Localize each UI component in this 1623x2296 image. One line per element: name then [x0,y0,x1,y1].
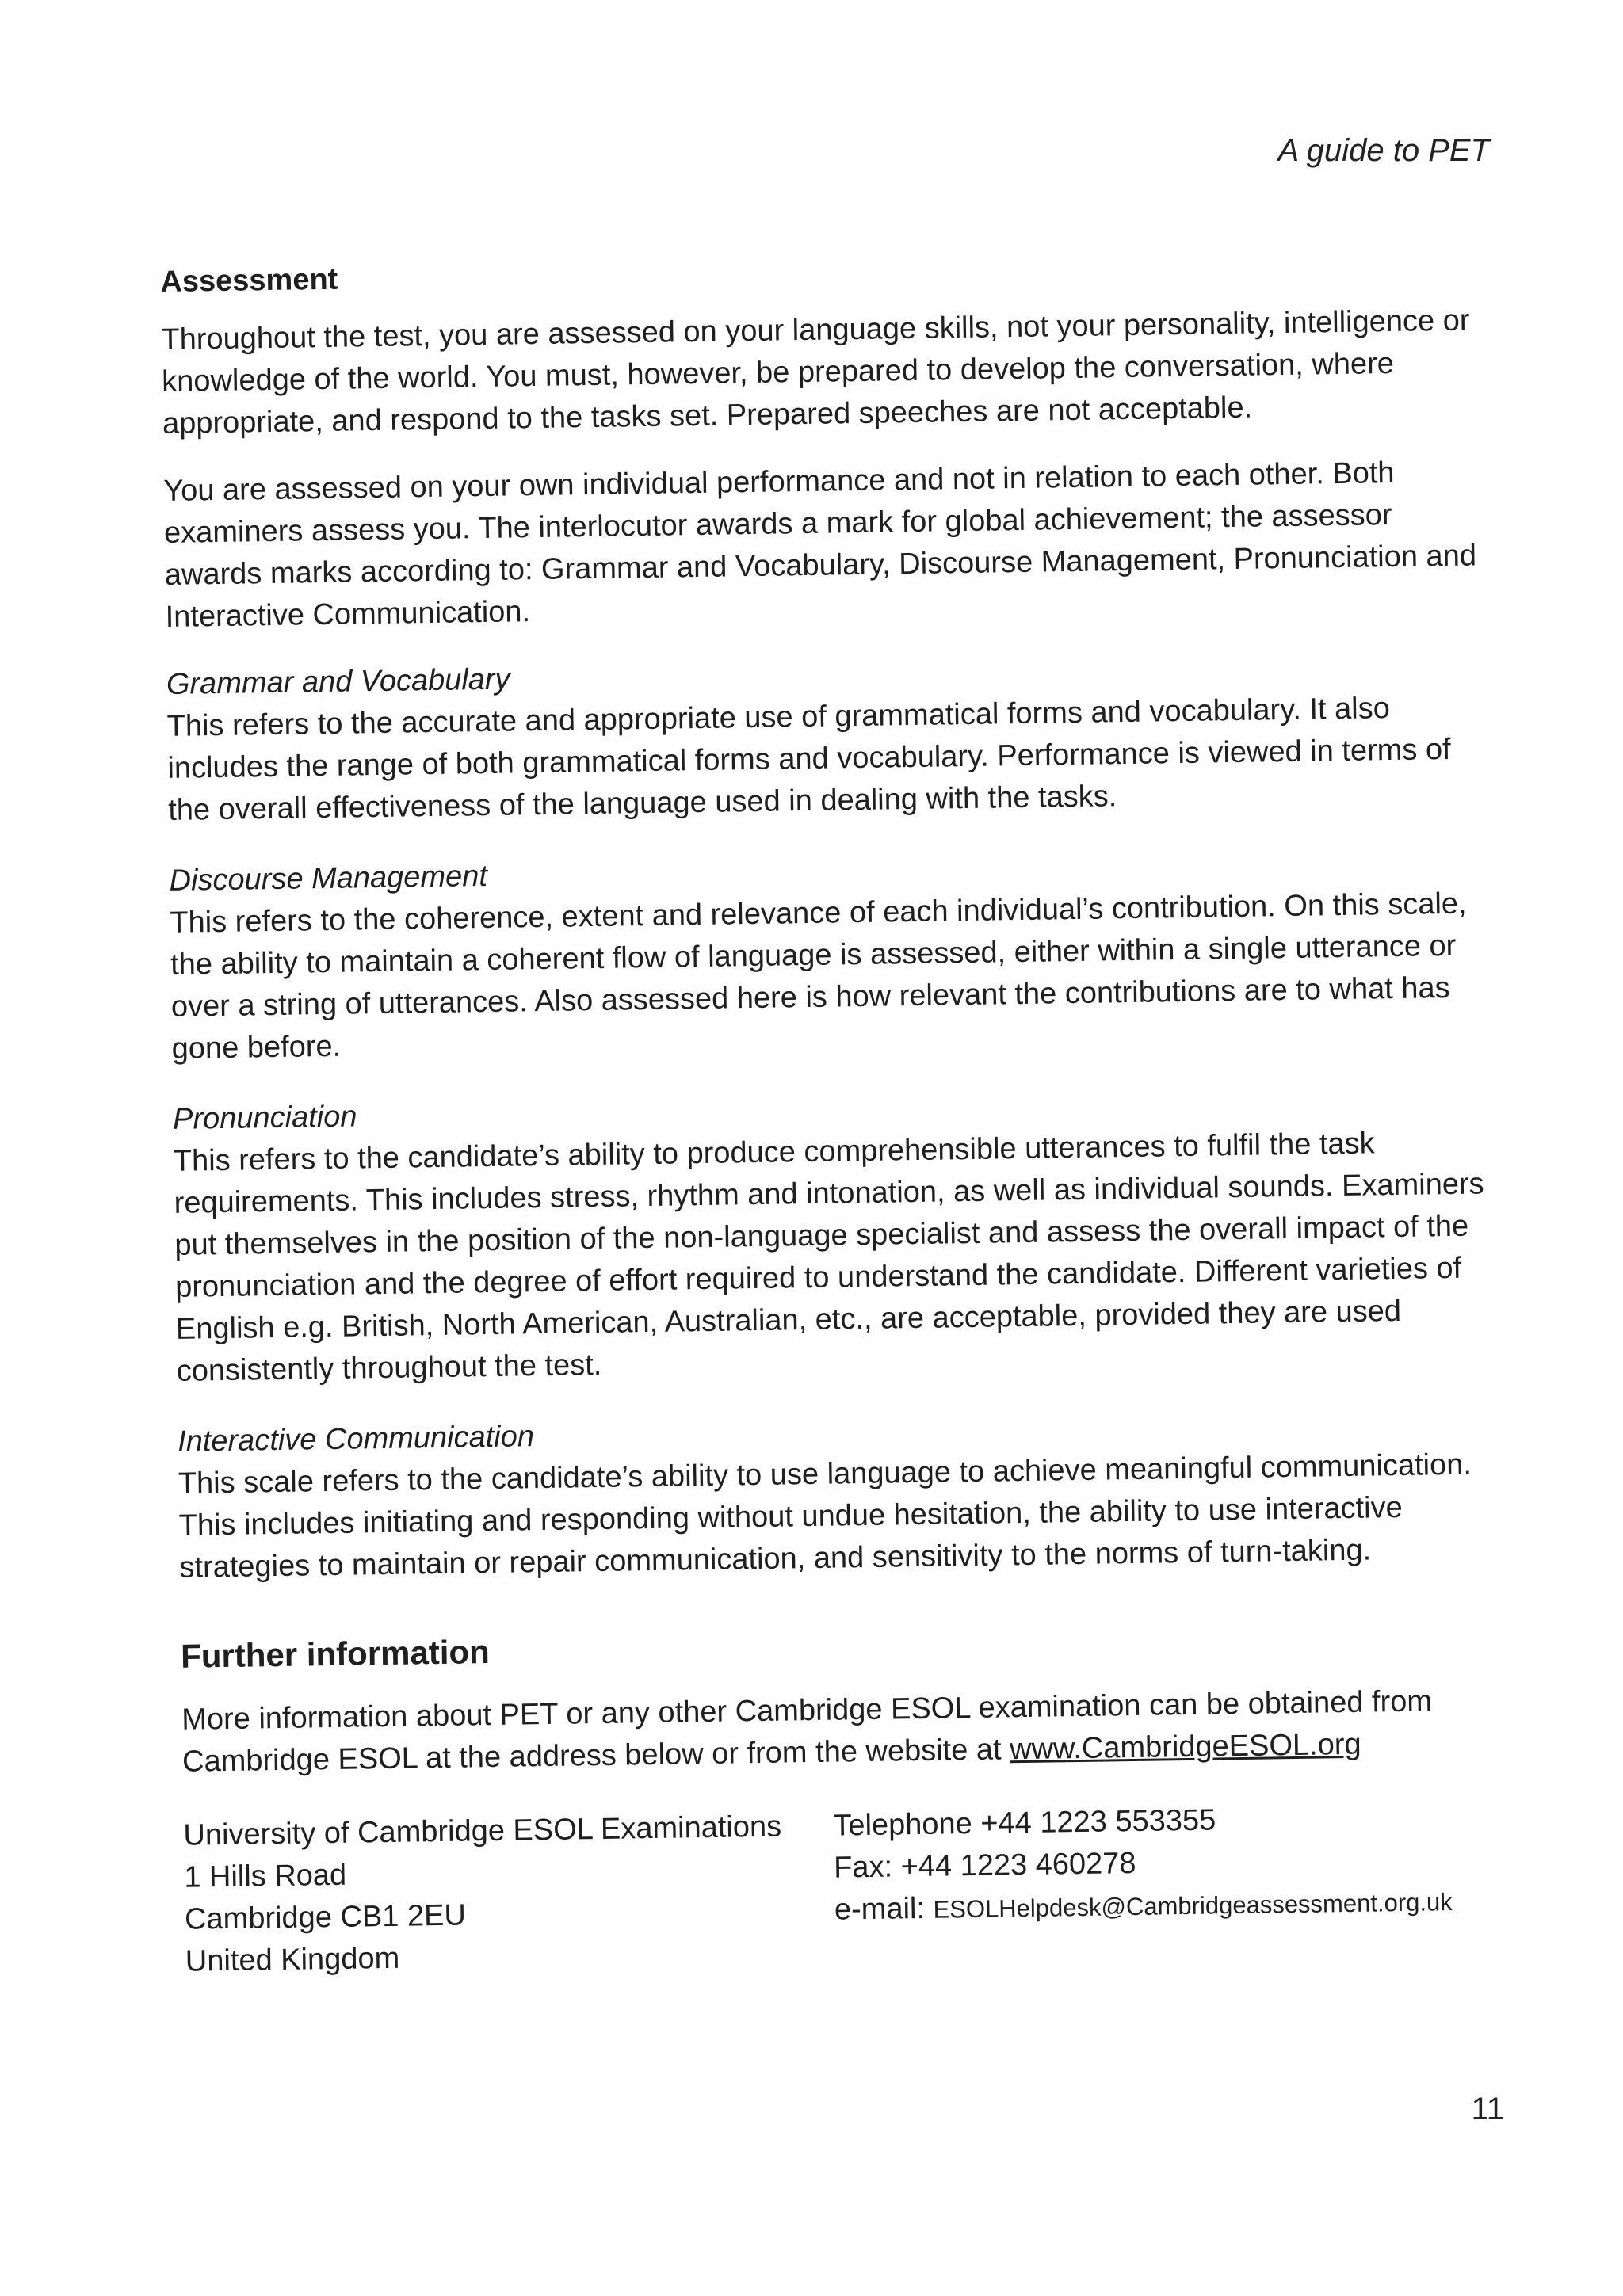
page-number: 11 [1471,2092,1504,2126]
address-line: United Kingdom [185,1941,400,1978]
address-line: University of Cambridge ESOL Examinations [183,1810,782,1852]
email-line [834,1880,1453,1932]
assessment-paragraph-2: You are assessed on your own individual performance and not in relation to each other. Both examiners assess you. The interlocutor awards a mark for global achievement; the assessor awards marks according to: Grammar and Vocabulary, Discourse Management, Pronunciation and Interactive Communication. [162,456,1477,634]
further-information-heading: Further information [180,1633,491,1675]
contact-details [183,1795,1501,1983]
telephone: Telephone +44 1223 553355 [833,1803,1216,1843]
criterion-grammar-vocabulary [166,644,1484,832]
postal-address [183,1806,835,1983]
criterion-text: This refers to the candidate’s ability to produce comprehensible utterances to fulfil the task requirements. This includes stress, rhythm and intonation, as well as individual sounds. Examiners put themselves in the position of the non-language specialist and assess the overall impact of the pronunciation and the degree of effort required to understand the candidate. Different varieties of English e.g. British, North American, Australian, etc., are acceptable, provided they are used consistently throughout the test. [173,1127,1484,1388]
criterion-discourse-management [169,841,1487,1070]
assessment-paragraph-1: Throughout the test, you are assessed on your language skills, not your personality, intelligence or knowledge of the world. You must, however, be prepared to develop the conversation, where appropriate, and respond to the tasks set. Prepared speeches are not acceptable. [161,303,1470,441]
criterion-title: Grammar and Vocabulary [166,662,510,701]
criterion-text: This refers to the accurate and appropriate use of grammatical forms and vocabulary. It also includes the range of both grammatical forms and vocabulary. Performance is viewed in terms of the overall effectiveness of the language used in dealing with the tasks. [166,692,1451,827]
criterion-interactive-communication [178,1402,1495,1589]
page-content [160,242,1501,1982]
address-line: Cambridge CB1 2EU [184,1898,467,1936]
further-information-intro: More information about PET or any other Cambridge ESOL examination can be obtained from Cambridge ESOL at the address below or from the website at [181,1684,1433,1779]
criterion-text: This scale refers to the candidate’s ability to use language to achieve meaningful communication. This includes initiating and responding without undue hesitation, the ability to use interactive strategies to maintain or repair communication, and sensitivity to the norms of turn-taking. [178,1447,1472,1585]
website-link[interactable]: www.CambridgeESOL.org [1009,1727,1361,1767]
address-line: 1 Hills Road [183,1858,347,1894]
email-label: e-mail: [834,1891,926,1927]
criterion-title: Pronunciation [172,1100,357,1136]
further-information-paragraph [181,1680,1498,1783]
email-address[interactable]: ESOLHelpdesk@Cambridgeassessment.org.uk [933,1888,1453,1924]
running-header: A guide to PET [1277,133,1490,168]
contact-numbers [833,1796,1453,1974]
assessment-heading: Assessment [160,262,338,299]
fax: Fax: +44 1223 460278 [833,1846,1136,1885]
criterion-title: Interactive Communication [177,1420,535,1459]
criterion-title: Discourse Management [169,859,488,898]
criterion-text: This refers to the coherence, extent and relevance of each individual’s contribution. On this scale, the ability to maintain a coherent flow of language is assessed, either within a single utterance or over a string of utterances. Also assessed here is how relevant the contributions are to what has gone before. [170,887,1467,1066]
criterion-pronunciation [173,1079,1492,1393]
